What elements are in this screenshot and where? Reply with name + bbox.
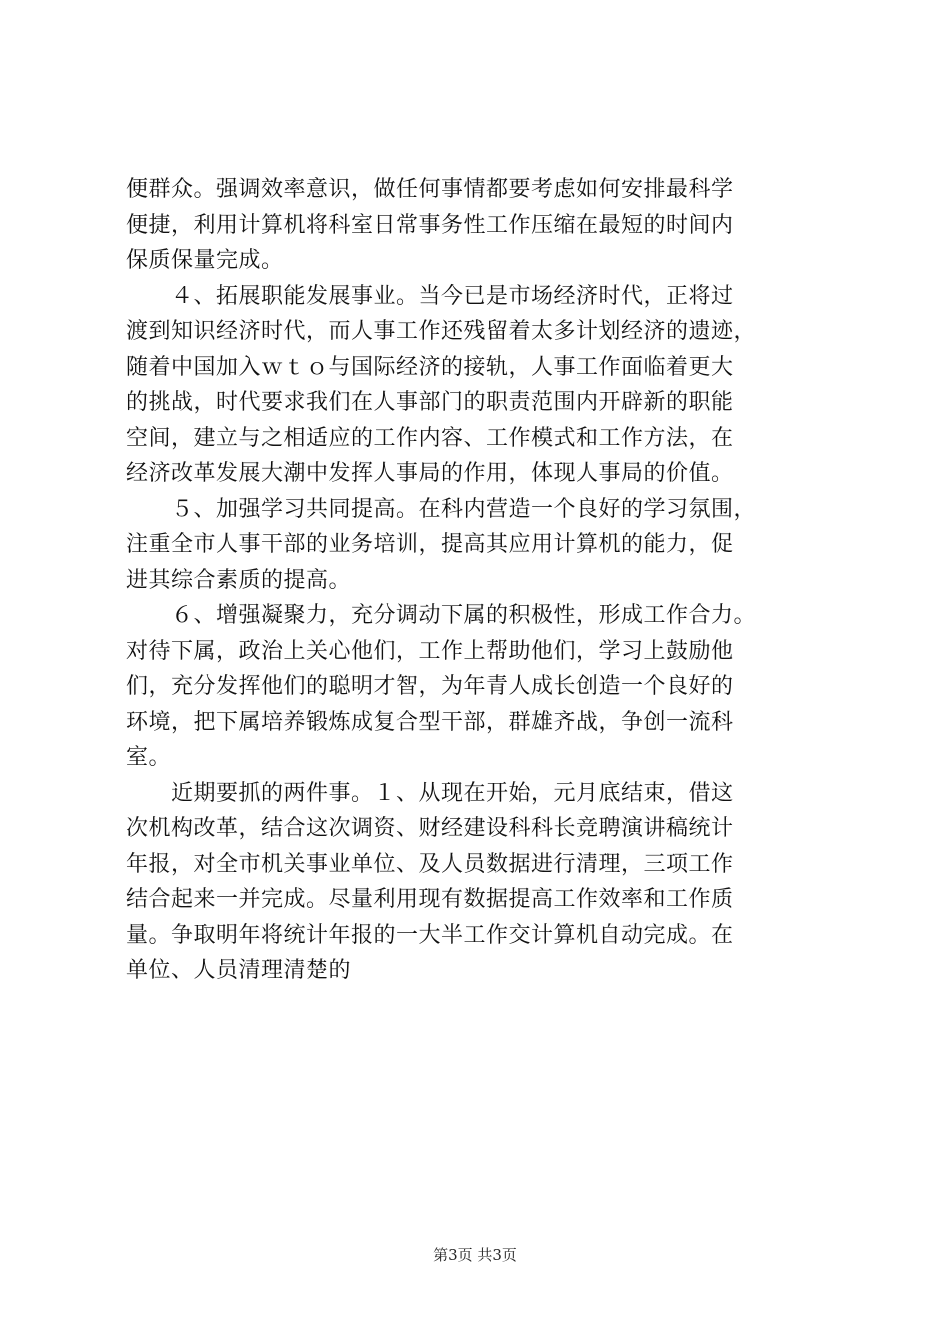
text-line: 的挑战，时代要求我们在人事部门的职责范围内开辟新的职能 <box>126 390 734 415</box>
page-number-footer: 第3页 共3页 <box>433 1246 517 1264</box>
text-line: 随着中国加入ｗｔｏ与国际经济的接轨，人事工作面临着更大 <box>126 354 734 380</box>
document-body <box>126 172 836 989</box>
text-line: ５、加强学习共同提高。在科内营造一个良好的学习氛围， <box>126 496 757 522</box>
text-line: 量。争取明年将统计年报的一大半工作交计算机自动完成。在 <box>126 922 734 948</box>
text-line: 进其综合素质的提高。 <box>126 567 352 593</box>
text-line: ６、增强凝聚力，充分调动下属的积极性，形成工作合力。 <box>126 603 757 628</box>
text-line: 单位、人员清理清楚的 <box>126 958 352 983</box>
text-line: 便群众。强调效率意识，做任何事情都要考虑如何安排最科学 <box>126 177 734 202</box>
text-line: 环境，把下属培养锻炼成复合型干部，群雄齐战，争创一流科 <box>126 709 734 735</box>
text-line: 渡到知识经济时代，而人事工作还残留着太多计划经济的遗迹， <box>126 319 757 344</box>
text-line: 们，充分发挥他们的聪明才智，为年青人成长创造一个良好的 <box>126 674 734 699</box>
text-line: 保质保量完成。 <box>126 248 284 273</box>
text-line: 经济改革发展大潮中发挥人事局的作用，体现人事局的价值。 <box>126 461 734 486</box>
text-line: 注重全市人事干部的业务培训，提高其应用计算机的能力，促 <box>126 532 734 557</box>
text-line: 便捷，利用计算机将科室日常事务性工作压缩在最短的时间内 <box>126 212 734 238</box>
text-line: 次机构改革，结合这次调资、财经建设科科长竞聘演讲稿统计 <box>126 816 734 841</box>
text-line: 近期要抓的两件事。１、从现在开始，元月底结束，借这 <box>126 780 734 806</box>
text-line: 对待下属，政治上关心他们，工作上帮助他们，学习上鼓励他 <box>126 638 734 664</box>
text-line: 室。 <box>126 745 172 770</box>
text-line: 空间，建立与之相适应的工作内容、工作模式和工作方法，在 <box>126 425 734 451</box>
text-line: 年报，对全市机关事业单位、及人员数据进行清理，三项工作 <box>126 851 734 877</box>
text-line: ４、拓展职能发展事业。当今已是市场经济时代，正将过 <box>126 283 734 309</box>
text-line: 结合起来一并完成。尽量利用现有数据提高工作效率和工作质 <box>126 887 734 912</box>
